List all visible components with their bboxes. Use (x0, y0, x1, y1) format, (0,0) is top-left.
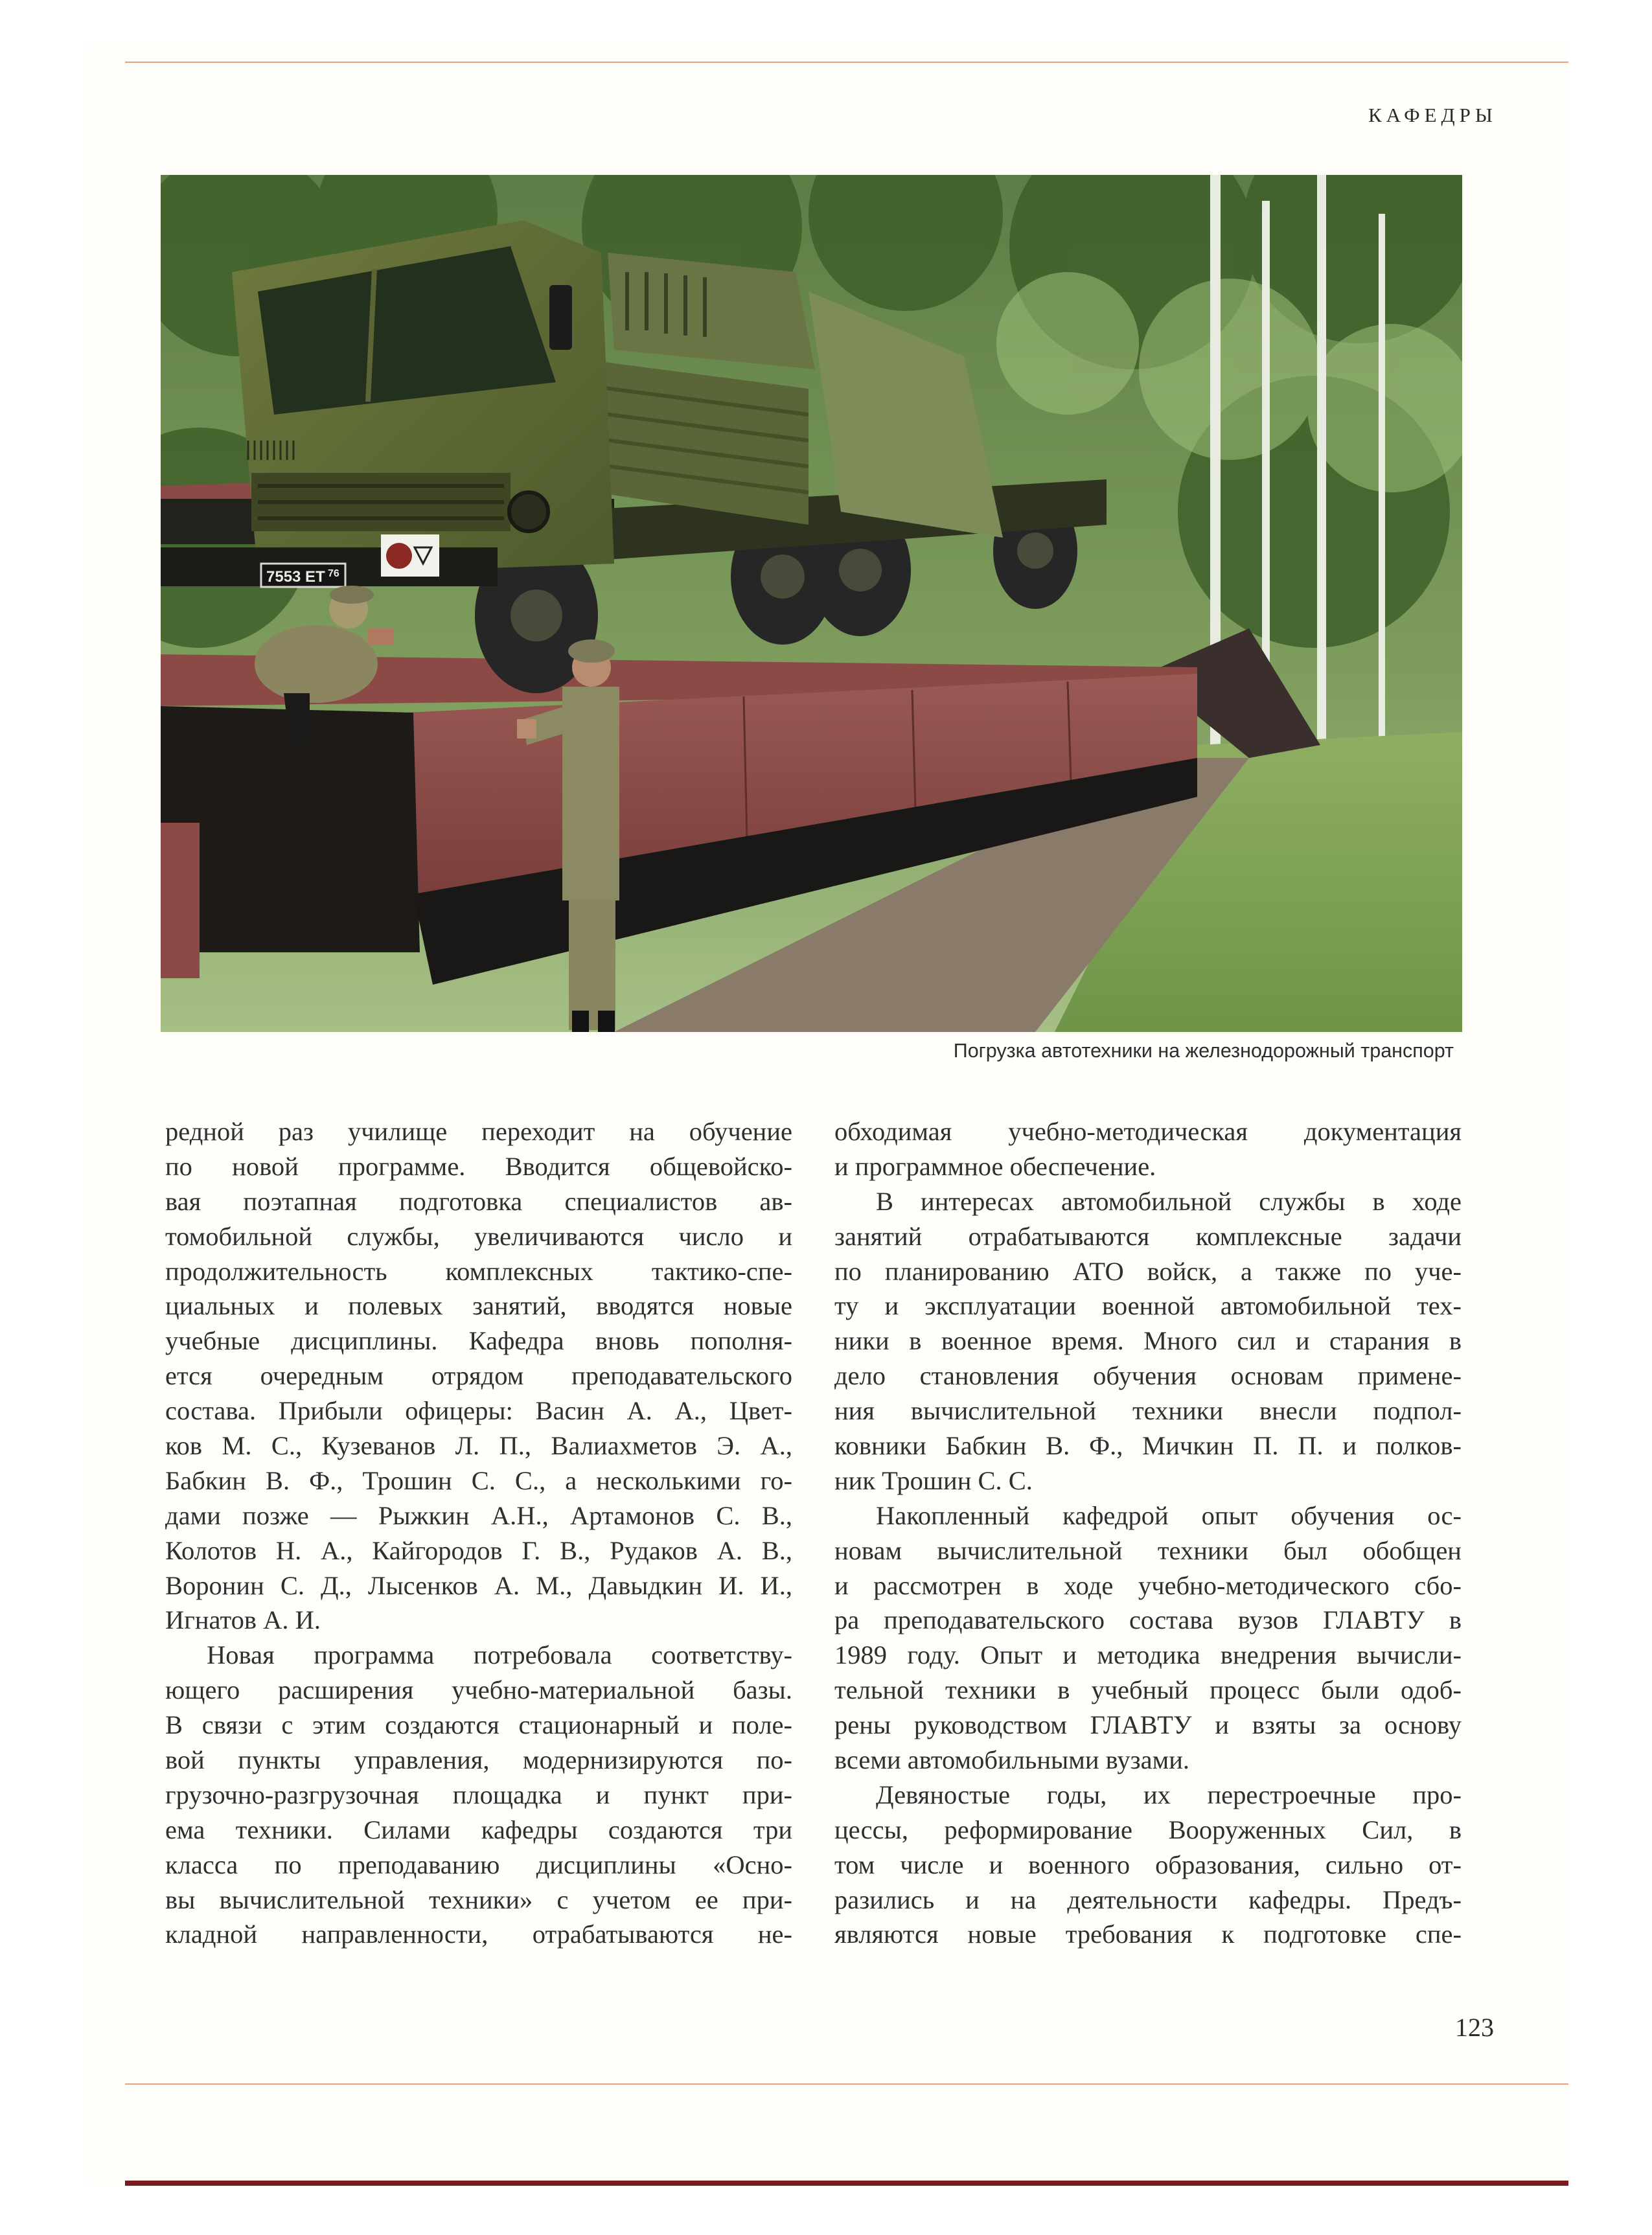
text-line: редной раз училище переходит на обучение (165, 1117, 792, 1146)
text-line: являются новые требования к подготовке спе- (834, 1920, 1462, 1949)
text-line: и программное обеспечение. (834, 1151, 1156, 1181)
text-line: томобильной службы, увеличиваются число и (165, 1221, 792, 1251)
text-line: В интересах автомобильной службы в ходе (876, 1186, 1462, 1216)
photo-illustration (161, 175, 1462, 1032)
text-line: и рассмотрен в ходе учебно-методического сбо- (834, 1570, 1462, 1600)
text-line: дами позже — Рыжкин А.Н., Артамонов С. В., (165, 1500, 792, 1530)
text-line: грузочно-разгрузочная площадка и пункт при- (165, 1780, 792, 1809)
text-line: 1989 году. Опыт и методика внедрения вычисли- (834, 1640, 1462, 1670)
text-line: цессы, реформирование Вооруженных Сил, в (834, 1815, 1462, 1844)
page-edge-band (125, 2181, 1568, 2186)
text-line: Игнатов А. И. (165, 1605, 321, 1635)
text-line: Накопленный кафедрой опыт обучения ос- (876, 1500, 1462, 1530)
text-line: том числе и военного образования, сильно от- (834, 1850, 1462, 1879)
text-line: разились и на деятельности кафедры. Предъ- (834, 1885, 1462, 1914)
text-line: занятий отрабатываются комплексные задачи (834, 1221, 1462, 1251)
text-line: продолжительность комплексных тактико-спе- (165, 1256, 792, 1286)
text-line: ется очередным отрядом преподавательского (165, 1361, 792, 1391)
text-line: циальных и полевых занятий, вводятся новые (165, 1291, 792, 1321)
text-line: Новая программа потребовала соответству- (207, 1640, 792, 1670)
text-line: тельной техники в учебный процесс были одоб- (834, 1675, 1462, 1705)
text-line: кладной направленности, отрабатываются не- (165, 1920, 792, 1949)
text-line: ющего расширения учебно-материальной базы. (165, 1675, 792, 1705)
text-line: обходимая учебно-методическая документация (834, 1117, 1462, 1146)
photo-caption: Погрузка автотехники на железнодорожный транспорт (953, 1040, 1454, 1062)
text-line: ра преподавательского состава вузов ГЛАВТУ в (834, 1605, 1462, 1635)
header-rule (125, 62, 1568, 63)
license-plate-region: 76 (328, 568, 339, 579)
text-line: дело становления обучения основам примене- (834, 1361, 1462, 1391)
text-line: ема техники. Силами кафедры создаются три (165, 1815, 792, 1844)
license-plate-number: 7553 ЕТ (266, 568, 325, 586)
text-line: всеми автомобильными вузами. (834, 1745, 1190, 1775)
text-line: по планированию АТО войск, а также по уче- (834, 1256, 1462, 1286)
footer-rule (125, 2083, 1568, 2085)
running-head: КАФЕДРЫ (1368, 104, 1497, 126)
text-line: ту и эксплуатации военной автомобильной тех- (834, 1291, 1462, 1321)
text-line: новам вычислительной техники был обобщен (834, 1535, 1462, 1565)
text-line: рены руководством ГЛАВТУ и взяты за основу (834, 1710, 1462, 1740)
text-line: класса по преподаванию дисциплины «Осно- (165, 1850, 792, 1879)
text-line: ков М. С., Кузеванов Л. П., Валиахметов Э. А., (165, 1431, 792, 1461)
text-column-left (165, 1114, 792, 1952)
text-line: Воронин С. Д., Лысенков А. М., Давыдкин И. И., (165, 1570, 792, 1600)
text-line: ковники Бабкин В. Ф., Мичкин П. П. и полков- (834, 1431, 1462, 1461)
text-line: учебные дисциплины. Кафедра вновь пополня- (165, 1326, 792, 1356)
text-line: Бабкин В. Ф., Трошин С. С., а несколькими го- (165, 1465, 792, 1495)
text-line: ния вычислительной техники внесли подпол- (834, 1396, 1462, 1426)
text-line: ник Трошин С. С. (834, 1465, 1033, 1495)
text-line: состава. Прибыли офицеры: Васин А. А., Цвет- (165, 1396, 792, 1426)
text-line: по новой программе. Вводится общевойско- (165, 1151, 792, 1181)
text-line: вой пункты управления, модернизируются по- (165, 1745, 792, 1775)
text-line: Колотов Н. А., Кайгородов Г. В., Рудаков А. В., (165, 1535, 792, 1565)
text-line: вы вычислительной техники» с учетом ее при- (165, 1885, 792, 1914)
text-line: Девяностые годы, их перестроечные про- (876, 1780, 1462, 1809)
text-line: ники в военное время. Много сил и старания в (834, 1326, 1462, 1356)
page-number: 123 (1455, 2013, 1494, 2042)
text-line: В связи с этим создаются стационарный и поле- (165, 1710, 792, 1740)
license-plate (261, 564, 345, 587)
text-column-right (834, 1114, 1462, 1952)
text-line: вая поэтапная подготовка специалистов ав- (165, 1186, 792, 1216)
photo-truck-loading (161, 175, 1462, 1032)
